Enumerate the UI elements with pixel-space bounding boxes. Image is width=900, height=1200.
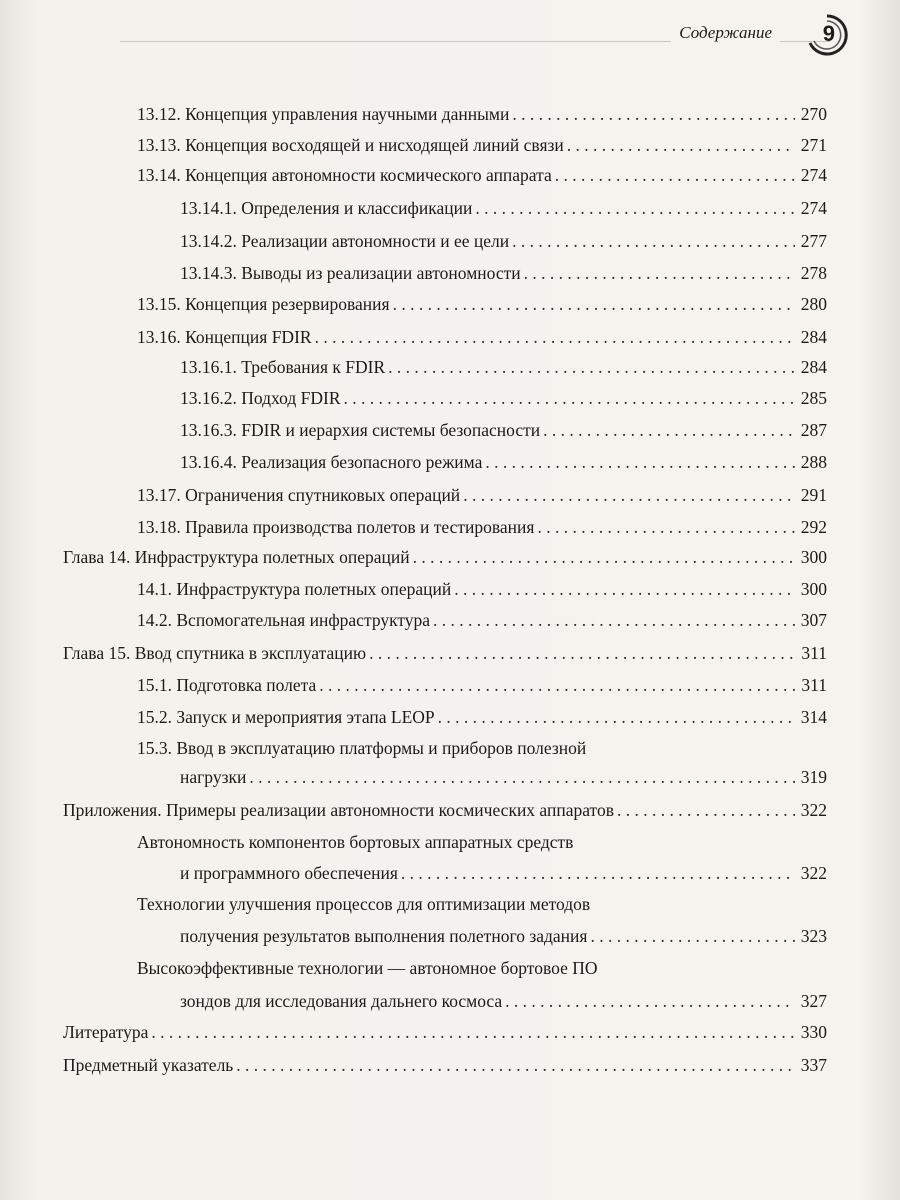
toc-entry[interactable] [137,484,827,506]
toc-entry-title: Предметный указатель [63,1055,234,1075]
toc-entry-title: Глава 15. Ввод спутника в эксплуатацию [63,643,367,663]
toc-entry-title-line2: получения результатов выполнения полетного задания [180,926,588,946]
toc-entry-title: 14.2. Вспомогательная инфраструктура [137,610,431,630]
toc-entry-page: 284 [800,327,827,347]
toc-entry[interactable] [180,451,827,473]
toc-entry-title: 15.1. Подготовка полета [137,675,317,695]
toc-entry-title-line1: Автономность компонентов бортовых аппаратных средств [137,832,574,852]
toc-entry-page: 314 [800,707,827,727]
toc-entry[interactable] [137,134,827,156]
toc-entry-page: 288 [800,452,827,472]
toc-entry-chapter[interactable] [63,1021,827,1043]
toc-entry-page: 319 [800,767,827,787]
toc-entry[interactable] [180,387,827,409]
header-title: Содержание [671,23,780,43]
toc-entry-chapter[interactable] [63,642,827,664]
toc-entry-title: Литература [63,1022,149,1042]
toc-entry-title: 13.14.1. Определения и классификации [180,198,473,218]
toc-entry-page: 330 [800,1022,827,1042]
toc-entry-title: 13.16.2. Подход FDIR [180,388,341,408]
toc-entry-page: 307 [800,610,827,630]
toc-entry[interactable] [137,293,827,315]
toc-entry-title: 13.14.2. Реализации автономности и ее цели [180,231,510,251]
toc-entry-page: 300 [800,547,827,567]
toc-entry-title: 13.16.1. Требования к FDIR [180,357,386,377]
toc-entry[interactable] [180,862,827,884]
toc-entry[interactable] [137,578,827,600]
toc-entry-title: 13.16.3. FDIR и иерархия системы безопасности [180,420,541,440]
toc-entry[interactable] [137,164,827,186]
toc-entry[interactable] [180,766,827,788]
toc-entry-title: Приложения. Примеры реализации автономности космических аппаратов [63,800,614,820]
toc-entry-title: 13.14.3. Выводы из реализации автономности [180,263,521,283]
toc-entry[interactable] [180,356,827,378]
toc-entry-title-line1: 15.3. Ввод в эксплуатацию платформы и приборов полезной [137,738,587,758]
toc-entry[interactable] [137,516,827,538]
toc-entry-page: 277 [800,231,827,251]
toc-entry-page: 322 [800,800,827,820]
toc-entry-title-line1: Технологии улучшения процессов для оптимизации методов [137,894,591,914]
toc-entry[interactable] [180,419,827,441]
toc-entry[interactable] [137,103,827,125]
toc-entry-title: 13.14. Концепция автономности космического аппарата [137,165,552,185]
toc-entry[interactable] [180,230,827,252]
toc-entry-title: 13.17. Ограничения спутниковых операций [137,485,461,505]
toc-entry-title-line2: нагрузки [180,767,247,787]
toc-entry-title: 13.12. Концепция управления научными данными [137,104,510,124]
toc-entry-title: Глава 14. Инфраструктура полетных операций [63,547,410,567]
toc-entry-page: 285 [800,388,827,408]
toc-entry-title: 13.15. Концепция резервирования [137,294,390,314]
toc-entry-title: 15.2. Запуск и мероприятия этапа LEOP [137,707,435,727]
toc-entry[interactable] [137,674,827,696]
toc-entry[interactable] [180,197,827,219]
toc-entry-page: 300 [800,579,827,599]
toc-entry-page: 322 [800,863,827,883]
toc-entry-title-line2: зондов для исследования дальнего космоса [180,991,503,1011]
toc-entry-title: 13.16. Концепция FDIR [137,327,312,347]
toc-entry-page: 311 [801,675,827,695]
toc-entry-page: 278 [800,263,827,283]
toc-entry-page: 287 [800,420,827,440]
toc-entry-page: 280 [800,294,827,314]
toc-entry[interactable] [137,706,827,728]
toc-entry-page: 337 [800,1055,827,1075]
toc-entry-page: 311 [801,643,827,663]
toc-entry[interactable] [137,609,827,631]
toc-entry[interactable] [180,990,827,1012]
toc-entry-page: 274 [800,198,827,218]
toc-entry-page: 323 [800,926,827,946]
toc-entry-title: 13.13. Концепция восходящей и нисходящей линий связи [137,135,564,155]
toc-entry-page: 291 [800,485,827,505]
toc-entry-chapter[interactable] [63,546,827,568]
toc-entry[interactable] [180,262,827,284]
toc-entry-title-line2: и программного обеспечения [180,863,398,883]
toc-entry-page: 274 [800,165,827,185]
toc-entry[interactable] [180,925,827,947]
toc-entry-title: 13.18. Правила производства полетов и тестирования [137,517,535,537]
toc-entry[interactable] [137,326,827,348]
toc-entry-page: 271 [800,135,827,155]
toc-entry-title-line1: Высокоэффективные технологии — автономное бортовое ПО [137,958,598,978]
toc-entry-page: 292 [800,517,827,537]
running-header [0,18,900,58]
toc-entry-page: 270 [800,104,827,124]
toc-entry-title: 14.1. Инфраструктура полетных операций [137,579,452,599]
page-number: 9 [822,21,835,46]
toc-entry-page: 284 [800,357,827,377]
toc-entry-page: 327 [800,991,827,1011]
toc-entry-title: 13.16.4. Реализация безопасного режима [180,452,483,472]
toc-entry-chapter[interactable] [63,799,827,821]
toc-entry-chapter[interactable] [63,1054,827,1076]
